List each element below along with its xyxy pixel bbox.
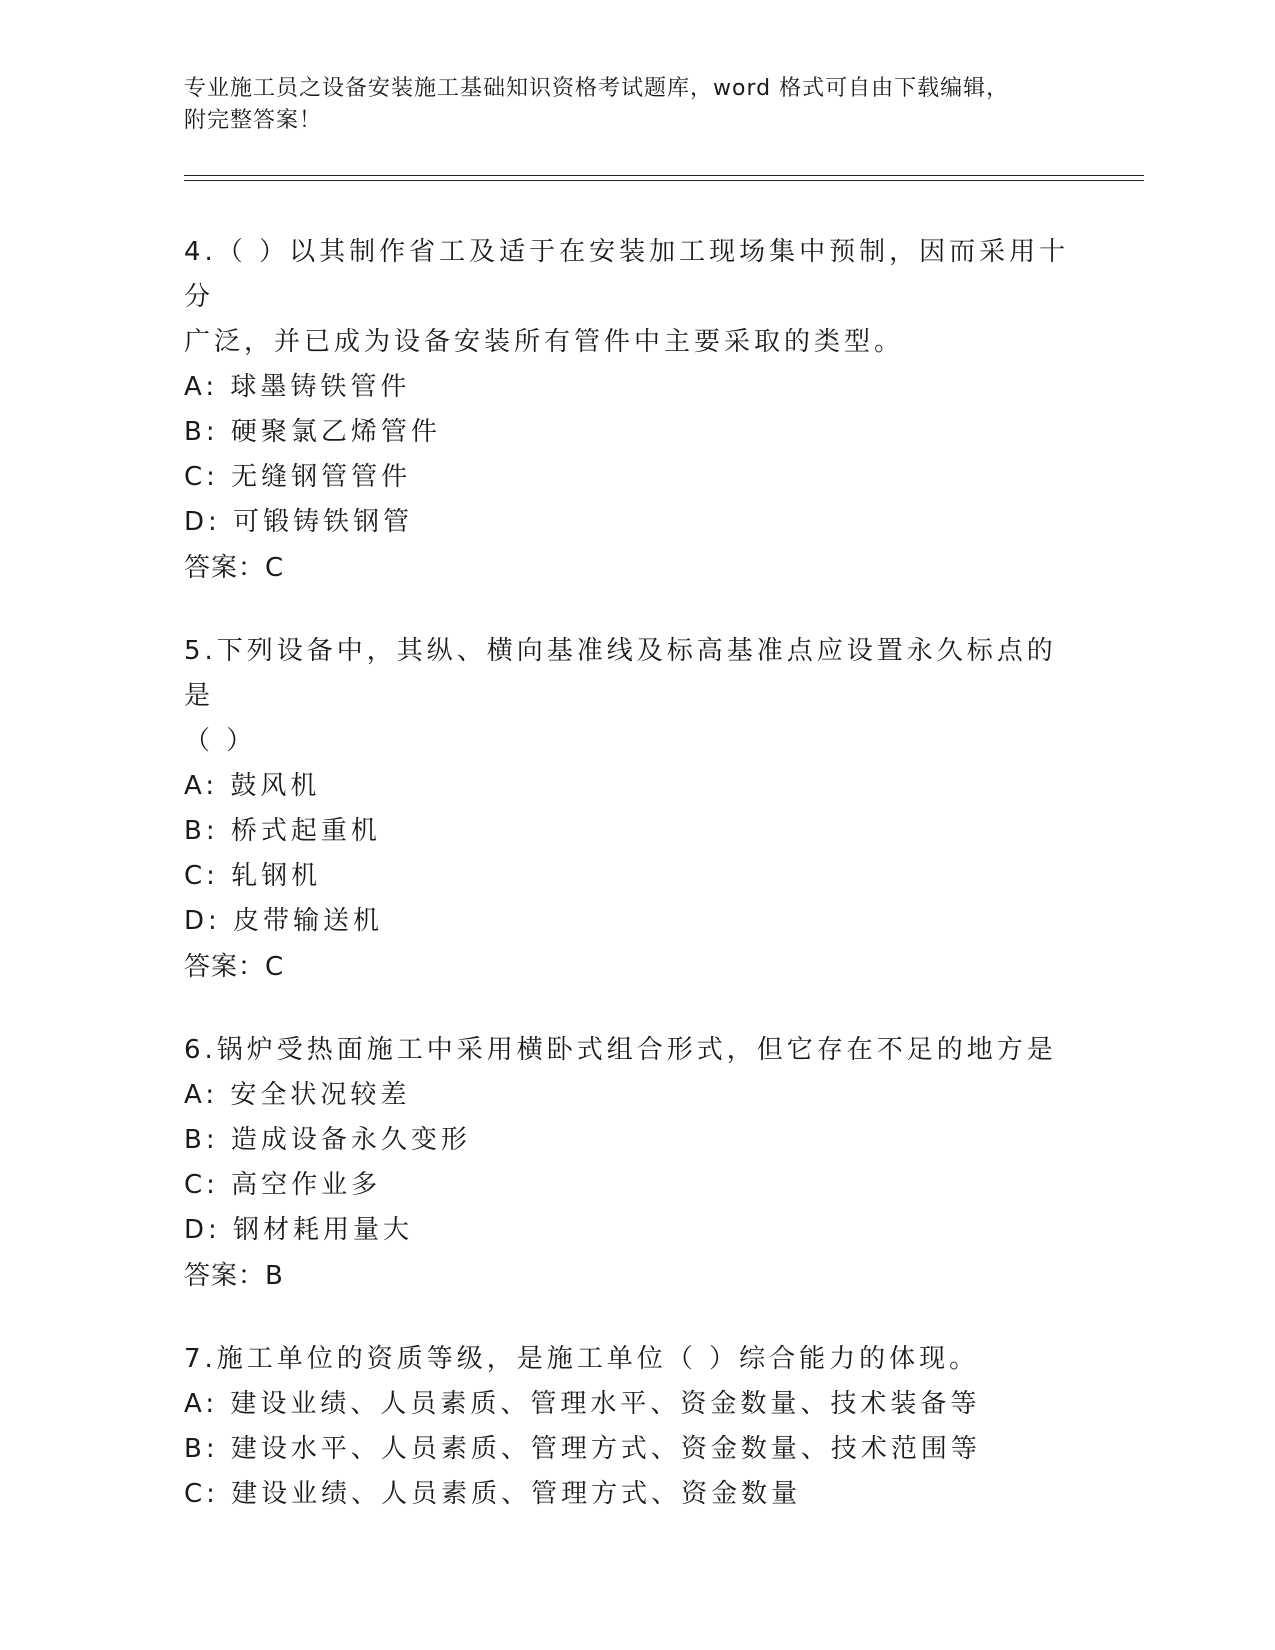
header-line-1: 专业施工员之设备安装施工基础知识资格考试题库，word 格式可自由下载编辑， (184, 76, 1010, 101)
header-divider-top (184, 175, 1144, 176)
answer-line: 答案：C (184, 952, 285, 982)
option-c: C: 无缝钢管管件 (184, 462, 412, 492)
option-d: D: 可锻铸铁钢管 (184, 507, 414, 537)
question-stem-line: 广泛，并已成为设备安装所有管件中主要采取的类型。 (184, 327, 905, 357)
document-header (184, 73, 1104, 137)
option-a: A: 建设业绩、人员素质、管理水平、资金数量、技术装备等 (184, 1389, 981, 1419)
header-line-2: 附完整答案！ (184, 108, 323, 133)
answer-line: 答案：C (184, 553, 285, 583)
option-b: B: 硬聚氯乙烯管件 (184, 417, 441, 447)
question-list (184, 230, 1084, 1555)
option-b: B: 造成设备永久变形 (184, 1125, 471, 1155)
question-stem-line: （ ） (184, 726, 257, 756)
option-c: C: 轧钢机 (184, 861, 322, 891)
question-7 (184, 1337, 1084, 1517)
question-stem-line: 7.施工单位的资质等级，是施工单位（ ）综合能力的体现。 (184, 1344, 980, 1374)
question-stem-line: 5.下列设备中，其纵、横向基准线及标高基准点应设置永久标点的是 (184, 636, 1057, 711)
option-a: A: 安全状况较差 (184, 1080, 411, 1110)
header-divider-bottom (184, 180, 1144, 181)
option-b: B: 桥式起重机 (184, 816, 381, 846)
question-stem-line: 4.（ ）以其制作省工及适于在安装加工现场集中预制，因而采用十分 (184, 237, 1070, 312)
answer-line: 答案：B (184, 1261, 284, 1291)
question-4 (184, 230, 1084, 591)
option-a: A: 球墨铸铁管件 (184, 372, 411, 402)
question-stem-line: 6.锅炉受热面施工中采用横卧式组合形式，但它存在不足的地方是 (184, 1035, 1057, 1065)
question-6 (184, 1028, 1084, 1299)
option-d: D: 皮带输送机 (184, 906, 384, 936)
option-a: A: 鼓风机 (184, 771, 321, 801)
option-c: C: 高空作业多 (184, 1170, 382, 1200)
option-c: C: 建设业绩、人员素质、管理方式、资金数量 (184, 1479, 802, 1509)
option-b: B: 建设水平、人员素质、管理方式、资金数量、技术范围等 (184, 1434, 981, 1464)
question-5 (184, 629, 1084, 990)
option-d: D: 钢材耗用量大 (184, 1215, 414, 1245)
